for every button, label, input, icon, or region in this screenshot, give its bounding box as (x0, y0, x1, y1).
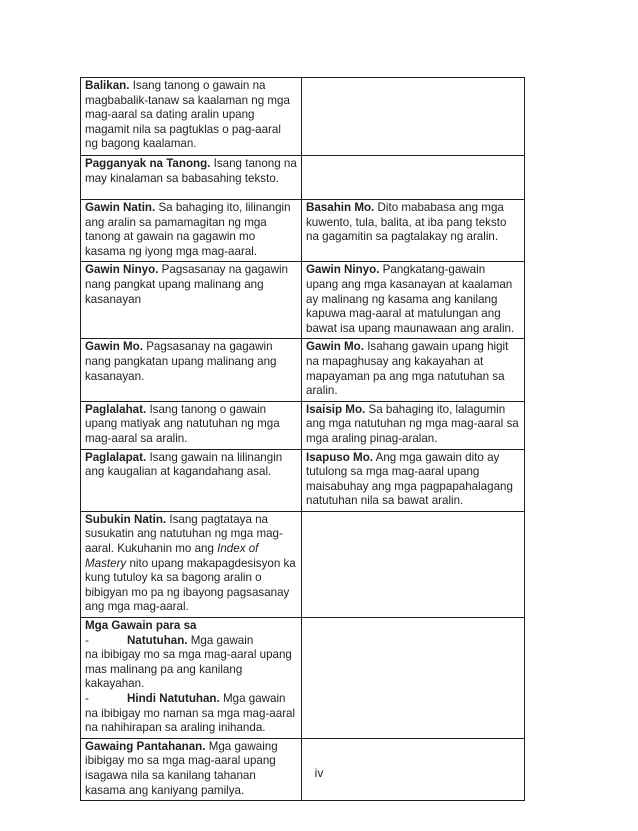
item-natutuhan (85, 634, 297, 649)
description: Isang tanong o gawain upang matiyak ang natutuhan ng mga mag-aaral sa aralin. (85, 402, 280, 445)
description: Isang tanong o gawain na magbabalik-tanaw sa kaalaman ng mga mag-aaral sa dating aralin upang magamit nila sa pagtuklas o pag-aaral ng bagong kaalaman. (85, 79, 290, 151)
term: Mga Gawain para sa (85, 619, 197, 633)
description: Isang pagtataya na susukatin ang natutuhan ng mga mag-aaral. Kukuhanin mo ang (85, 512, 283, 556)
table-row (81, 339, 525, 401)
cell-gawin-ninyo (81, 262, 302, 339)
description: Isahang gawain upang higit na mapaghusay ang kakayahan at mapayaman pa ang mga natutuhan sa aralin. (306, 340, 509, 398)
item-cont: na ibibigay mo sa mga mag-aaral upang mas malinang pa ang kanilang kakayahan. (85, 648, 292, 691)
term: Balikan. (85, 79, 130, 92)
term: Gawaing Pantahanan. (85, 739, 206, 753)
cell-pagganyak (81, 156, 302, 200)
cell-empty (302, 618, 525, 739)
description: Mga gawaing ibibigay mo sa mga mag-aaral upang isagawa nila sa kanilang tahanan kasama ang kaniyang pamilya. (85, 739, 278, 797)
description: Isang tanong na may kinalaman sa babasahing teksto. (85, 157, 297, 185)
index-of-mastery: Index of Mastery (85, 542, 259, 570)
cell-empty (302, 78, 525, 156)
term: Pagganyak na Tanong. (85, 157, 211, 170)
page-number: iv (314, 766, 324, 780)
cell-balikan (81, 78, 302, 156)
cell-gawin-ninyo-right (302, 262, 525, 339)
cell-isaisip-mo (302, 401, 525, 449)
cell-empty (302, 511, 525, 617)
cell-paglalahat (81, 401, 302, 449)
term: Isapuso Mo. (306, 450, 373, 464)
cell-gawin-mo-right (302, 339, 525, 401)
item-hindi-natutuhan (85, 692, 297, 707)
description: Sa bahaging ito, lalagumin ang mga natutuhan ng mga mag-aaral sa mga araling pinag-aralan. (306, 402, 519, 445)
item-cont: na ibibigay mo naman sa mga mag-aaral na nahihirapan sa araling inihanda. (85, 706, 296, 735)
table-row (81, 618, 525, 739)
term: Gawin Mo. (85, 340, 143, 354)
description: Isang gawain na lilinangin ang kaugalian at kagandahang asal. (85, 450, 283, 479)
item-term: Hindi Natutuhan. (127, 692, 220, 705)
cell-subukin-natin (81, 511, 302, 617)
teacher-guide-table (80, 77, 525, 801)
cell-paglalapat (81, 449, 302, 511)
item-desc: Mga gawain (187, 633, 254, 647)
cell-basahin-mo (302, 200, 525, 262)
cell-gawin-mo (81, 339, 302, 401)
term: Gawin Ninyo. (85, 263, 159, 277)
description-cont: nito upang makapagdesisyon ka kung tutuloy ka sa bagong aralin o bibigyan mo pa ng ibayong pagsasanay ang mga mag-aaral. (85, 556, 296, 614)
table-row (81, 156, 525, 200)
description: Pangkatang-gawain upang ang mga kasanayan at kaalaman ay malinang ng kasama ang kanilang kapuwa mag-aaral at matulungan ang bawat isa upang maunawaan ang aralin. (306, 263, 515, 335)
term: Subukin Natin. (85, 512, 167, 526)
description: Ang mga gawain dito ay tutulong sa mga mag-aaral upang maisabuhay ang mga pagpapahalagang natutuhan nila sa bawat aralin. (306, 450, 513, 508)
cell-gawin-natin (81, 200, 302, 262)
description: Pagsasanay na gagawin nang pangkatan upang malinang ang kasanayan. (85, 340, 277, 383)
table-row (81, 78, 525, 156)
term: Isaisip Mo. (306, 402, 366, 416)
table-row (81, 262, 525, 339)
item-desc: Mga gawain (219, 692, 286, 705)
term: Gawin Natin. (85, 201, 156, 214)
dash: - (85, 692, 89, 705)
term: Basahin Mo. (306, 201, 375, 214)
table-row (81, 200, 525, 262)
description: Sa bahaging ito, lilinangin ang aralin sa pamamagitan ng mga tanong at gawain na gagawin mo kasama ng iyong mga mag-aaral. (85, 201, 291, 258)
table-row (81, 511, 525, 617)
cell-mga-gawain (81, 618, 302, 739)
description: Dito mababasa ang mga kuwento, tula, balita, at iba pang teksto na gagamitin sa pagtalakay ng aralin. (306, 201, 507, 244)
cell-empty (302, 156, 525, 200)
dash: - (85, 633, 89, 647)
cell-isapuso-mo (302, 449, 525, 511)
item-term: Natutuhan. (127, 633, 188, 647)
term: Paglalahat. (85, 402, 147, 416)
term: Paglalapat. (85, 450, 147, 464)
term: Gawin Ninyo. (306, 263, 380, 277)
term: Gawin Mo. (306, 340, 364, 354)
description: Pagsasanay na gagawin nang pangkat upang malinang ang kasanayan (85, 263, 288, 306)
table-row (81, 401, 525, 449)
table-row (81, 449, 525, 511)
